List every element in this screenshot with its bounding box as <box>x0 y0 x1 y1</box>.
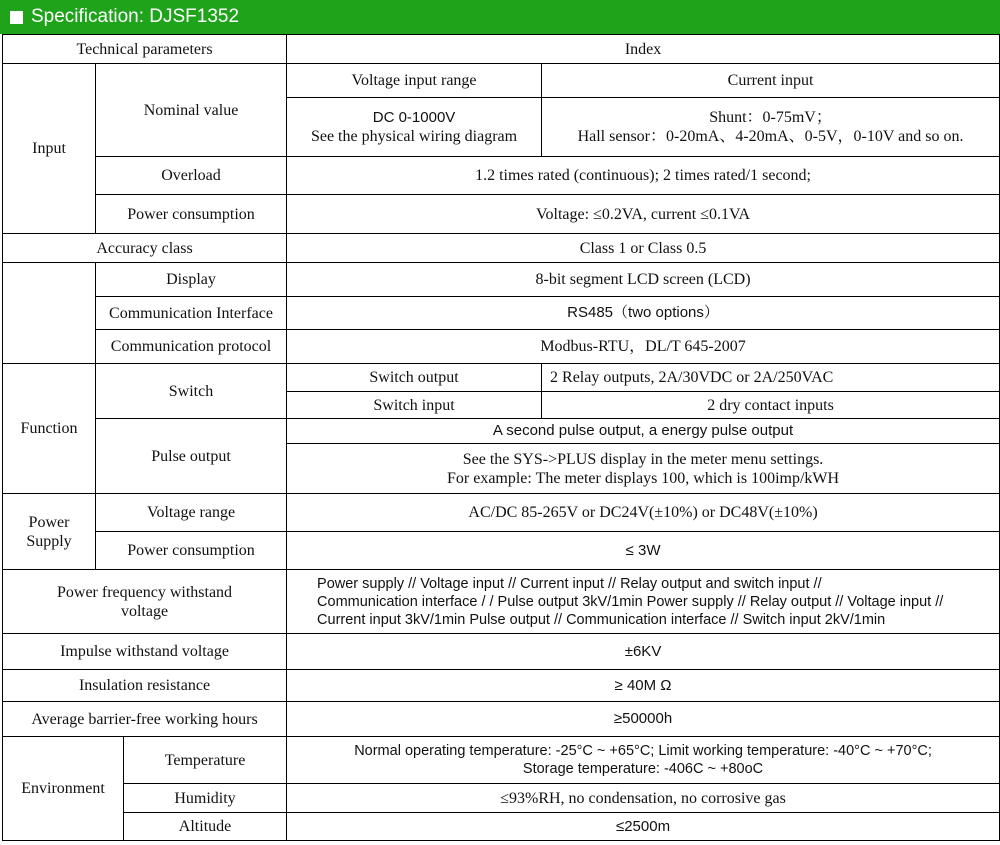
table-row <box>3 784 1000 813</box>
table-row <box>3 157 1000 195</box>
comm-protocol-value: Modbus-RTU，DL/T 645-2007 <box>287 330 1000 364</box>
spec-table <box>2 34 1000 841</box>
comm-interface-label: Communication Interface <box>96 297 287 330</box>
pulse-output-label: Pulse output <box>96 419 287 494</box>
impulse-withstand-value: ±6KV <box>287 634 1000 670</box>
table-row <box>3 532 1000 570</box>
supply-power-consumption-value: ≤ 3W <box>287 532 1000 570</box>
pf-withstand-line1: Power supply // Voltage input // Current input // Relay output and switch input // <box>317 575 822 592</box>
pf-withstand-value <box>287 570 1000 634</box>
nominal-value-label: Nominal value <box>96 64 287 157</box>
table-row <box>3 364 1000 392</box>
pulse-menu-note: See the SYS->PLUS display in the meter menu settings. <box>462 450 824 468</box>
pulse-output-details <box>287 444 1000 494</box>
voltage-input-range-header: Voltage input range <box>287 64 542 98</box>
pulse-output-summary: A second pulse output, a energy pulse output <box>287 419 1000 444</box>
table-row <box>3 64 1000 98</box>
voltage-input-value <box>287 98 542 157</box>
tech-params-header: Technical parameters <box>3 35 287 64</box>
spec-header-bar <box>0 0 1000 34</box>
table-row <box>3 234 1000 263</box>
supply-power-consumption-label: Power consumption <box>96 532 287 570</box>
hall-sensor-text: Hall sensor：0-20mA、4-20mA、0-5V，0-10V and so on. <box>577 128 964 145</box>
table-row <box>3 813 1000 841</box>
table-row <box>3 195 1000 234</box>
temperature-value <box>287 737 1000 784</box>
switch-output-label: Switch output <box>287 364 542 392</box>
accuracy-class-value: Class 1 or Class 0.5 <box>287 234 1000 263</box>
temperature-line1: Normal operating temperature: -25°C ~ +65°C; Limit working temperature: -40°C ~ +70°C; <box>354 743 932 759</box>
display-label: Display <box>96 263 287 297</box>
voltage-range-value: AC/DC 85-265V or DC24V(±10%) or DC48V(±10%) <box>287 494 1000 532</box>
comm-interface-value: RS485（two options） <box>287 297 1000 330</box>
square-bullet-icon <box>10 11 23 24</box>
humidity-label: Humidity <box>124 784 287 813</box>
wiring-note-text: See the physical wiring diagram <box>310 127 518 145</box>
switch-output-value: 2 Relay outputs, 2A/30VDC or 2A/250VAC <box>542 364 1000 392</box>
switch-input-label: Switch input <box>287 392 542 419</box>
table-row <box>3 419 1000 444</box>
humidity-value: ≤93%RH, no condensation, no corrosive gas <box>287 784 1000 813</box>
mtbf-value: ≥50000h <box>287 702 1000 737</box>
temperature-line2: Storage temperature: -406C ~ +80oC <box>522 761 764 777</box>
display-comm-group-label <box>3 263 96 364</box>
insulation-resistance-label: Insulation resistance <box>3 670 287 702</box>
voltage-range-label: Voltage range <box>96 494 287 532</box>
index-header: Index <box>287 35 1000 64</box>
table-row <box>3 737 1000 784</box>
switch-input-value: 2 dry contact inputs <box>542 392 1000 419</box>
pf-withstand-label <box>3 570 287 634</box>
table-row <box>3 634 1000 670</box>
mtbf-label: Average barrier-free working hours <box>3 702 287 737</box>
table-row <box>3 570 1000 634</box>
power-supply-label-line2: Supply <box>26 532 72 550</box>
table-row <box>3 263 1000 297</box>
voltage-range-text: DC 0-1000V <box>372 108 456 126</box>
table-row <box>3 494 1000 532</box>
temperature-label: Temperature <box>124 737 287 784</box>
pf-withstand-label-line1: Power frequency withstand <box>56 583 233 601</box>
current-input-value <box>542 98 1000 157</box>
spec-title: Specification: DJSF1352 <box>31 6 240 27</box>
shunt-text: Shunt：0-75mV； <box>709 109 832 126</box>
input-power-consumption-label: Power consumption <box>96 195 287 234</box>
current-input-header: Current input <box>542 64 1000 98</box>
input-power-consumption-value: Voltage: ≤0.2VA, current ≤0.1VA <box>287 195 1000 234</box>
input-group-label: Input <box>3 64 96 234</box>
overload-label: Overload <box>96 157 287 195</box>
accuracy-class-label: Accuracy class <box>3 234 287 263</box>
table-row <box>3 330 1000 364</box>
table-row <box>3 702 1000 737</box>
table-row <box>3 670 1000 702</box>
table-header-row <box>3 35 1000 64</box>
altitude-label: Altitude <box>124 813 287 841</box>
power-supply-group-label <box>3 494 96 570</box>
pulse-example: For example: The meter displays 100, which is 100imp/kWH <box>446 469 840 487</box>
altitude-value: ≤2500m <box>287 813 1000 841</box>
switch-label: Switch <box>96 364 287 419</box>
table-row <box>3 297 1000 330</box>
insulation-resistance-value: ≥ 40M Ω <box>287 670 1000 702</box>
comm-protocol-label: Communication protocol <box>96 330 287 364</box>
function-group-label: Function <box>3 364 96 494</box>
pf-withstand-line2: Communication interface / / Pulse output 3kV/1min Power supply // Relay output // Voltage input // <box>317 593 944 610</box>
pf-withstand-line3: Current input 3kV/1min Pulse output // Communication interface // Switch input 2kV/1min <box>317 611 886 628</box>
power-supply-label-line1: Power <box>28 513 70 531</box>
impulse-withstand-label: Impulse withstand voltage <box>3 634 287 670</box>
display-value: 8-bit segment LCD screen (LCD) <box>287 263 1000 297</box>
pf-withstand-label-line2: voltage <box>120 602 169 620</box>
environment-group-label: Environment <box>3 737 124 841</box>
overload-value: 1.2 times rated (continuous); 2 times rated/1 second; <box>287 157 1000 195</box>
